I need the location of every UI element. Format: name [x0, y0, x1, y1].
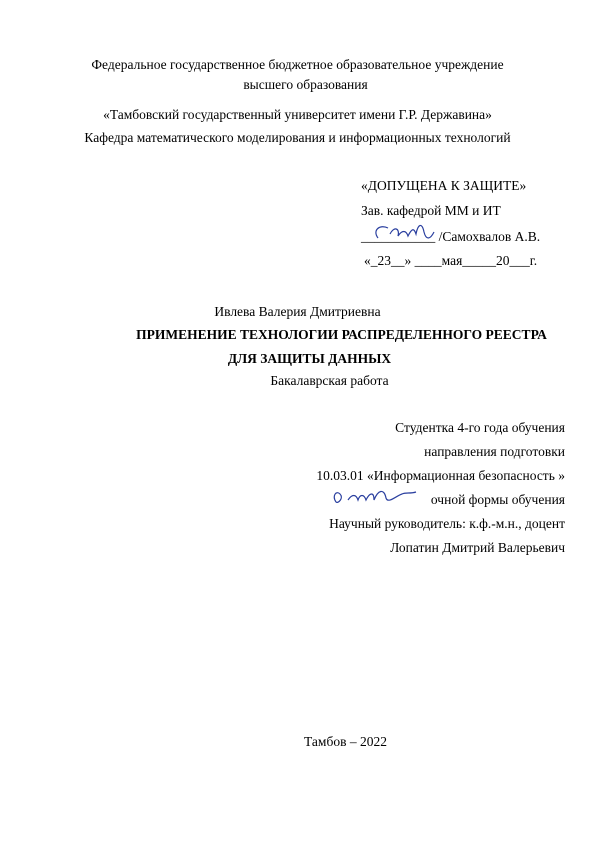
university-name: «Тамбовский государственный университет имени Г.Р. Державина» [103, 107, 492, 122]
thesis-title-line-1: ПРИМЕНЕНИЕ ТЕХНОЛОГИИ РАСПРЕДЕЛЕННОГО РЕЕСТРА [136, 327, 547, 342]
city-year: Тамбов – 2022 [304, 734, 387, 749]
approval-signature-line: ___________ /Самохвалов А.В. [361, 229, 541, 244]
thesis-title-line-2: ДЛЯ ЗАЩИТЫ ДАННЫХ [227, 351, 392, 366]
approval-head: Зав. кафедрой ММ и ИТ [361, 203, 501, 218]
advisor-label: Научный руководитель: к.ф.-м.н., доцент [329, 516, 565, 531]
student-year: Студентка 4-го года обучения [395, 420, 565, 435]
approval-date: «_23__» ____мая_____20___г. [364, 253, 538, 268]
approval-title: «ДОПУЩЕНА К ЗАЩИТЕ» [361, 178, 527, 193]
work-type: Бакалаврская работа [270, 373, 389, 388]
student-signature [330, 486, 420, 510]
department-name: Кафедра математического моделирования и информационных технологий [84, 130, 511, 145]
student-direction: 10.03.01 «Информационная безопасность » [316, 468, 565, 483]
study-form: очной формы обучения [430, 492, 565, 507]
student-direction-label: направления подготовки [424, 444, 565, 459]
author-name: Ивлева Валерия Дмитриевна [214, 304, 381, 319]
advisor-name: Лопатин Дмитрий Валерьевич [390, 540, 565, 555]
institution-line-1: Федеральное государственное бюджетное образовательное учреждение [91, 57, 504, 72]
institution-line-2: высшего образования [243, 77, 368, 92]
